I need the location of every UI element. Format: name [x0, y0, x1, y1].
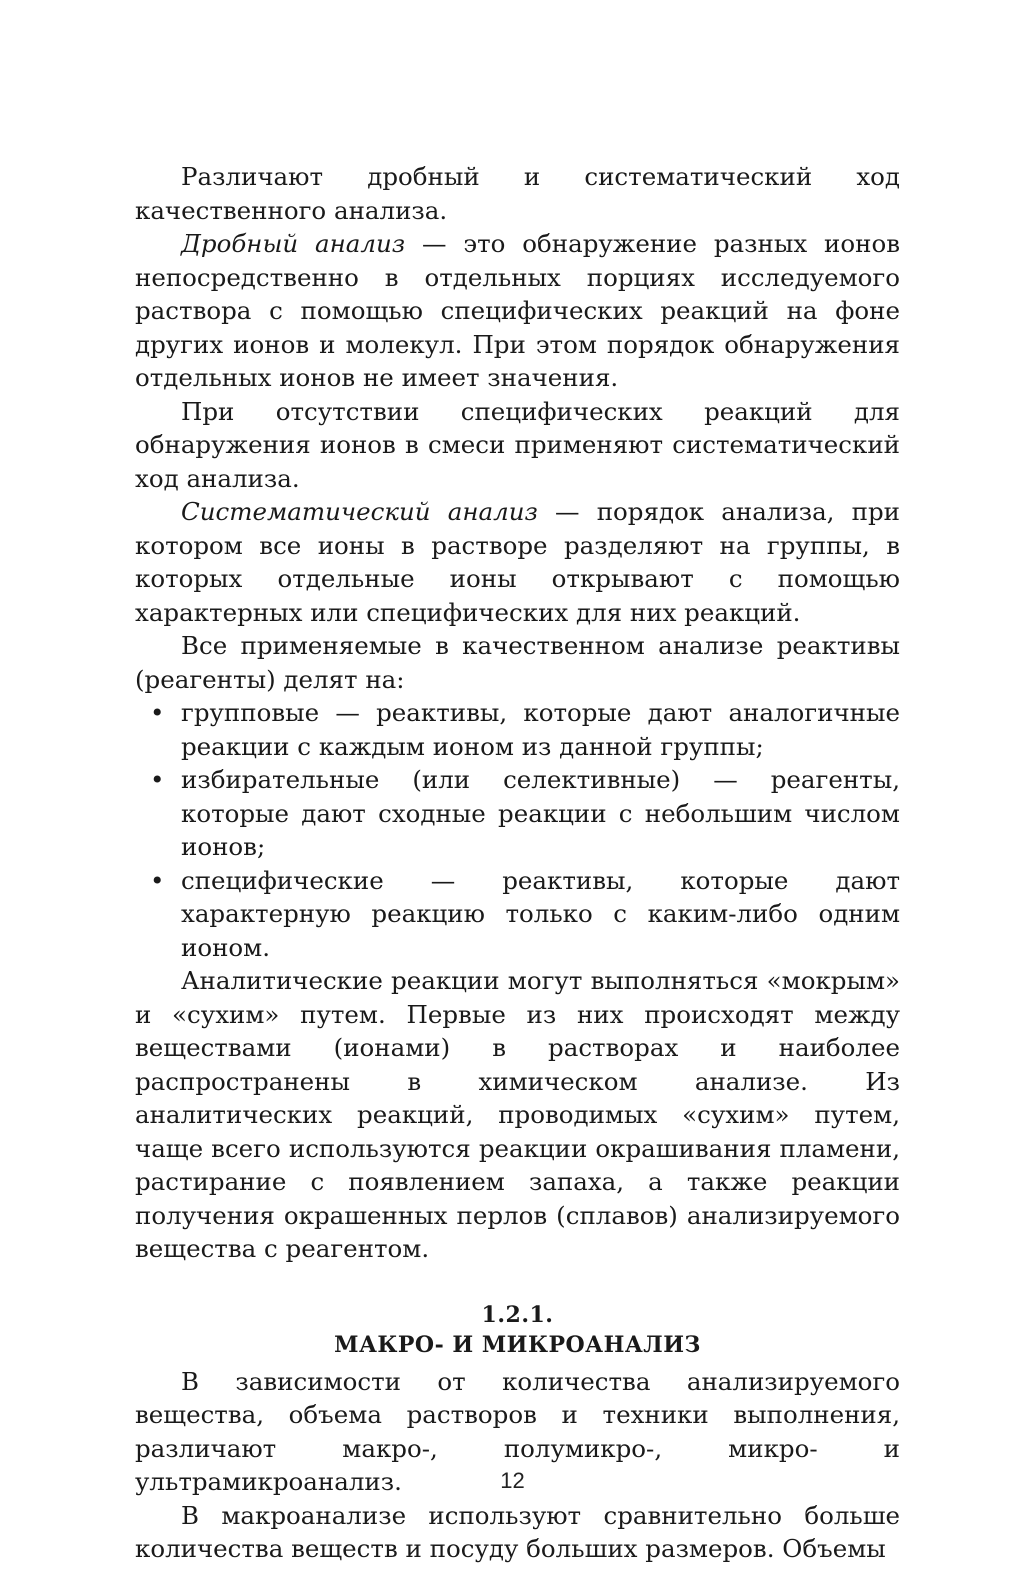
definition-fractional-analysis: — это обнаружение разных ионов непосредственно в отдельных порциях исследуемого раствора с помощью специфических реакций на фоне других ионов и молекул. При этом порядок обнаружения отдельных ионов не имеет значения. — [135, 229, 900, 392]
bullet-icon: • — [150, 865, 165, 895]
paragraph-intro: Различают дробный и систематический ход качественного анализа. — [135, 162, 900, 225]
paragraph-reagents-intro: Все применяемые в качественном анализе реактивы (реагенты) делят на: — [135, 631, 900, 694]
list-item — [135, 763, 900, 864]
term-fractional-analysis: Дробный анализ — [181, 229, 406, 258]
list-item-text: избирательные (или селективные) — реагенты, которые дают сходные реакции с небольшим числом ионов; — [181, 765, 900, 861]
reagent-types-list — [135, 696, 900, 964]
paragraph-macroanalysis: В макроанализе используют сравнительно больше количества веществ и посуду больших размеров. Объемы — [135, 1500, 900, 1563]
paragraph-wet-dry-reactions: Аналитические реакции могут выполняться «мокрым» и «сухим» путем. Первые из них происходят между веществами (ионами) в растворах и наиболее распространены в химическом анализе. Из аналитических реакций, проводимых «сухим» путем, чаще всего используются реакции окрашивания пламени, растирание с появлением запаха, а также реакции получения окрашенных перлов (сплавов) анализируемого вещества с реагентом. — [135, 966, 900, 1263]
paragraph-systematic-analysis — [135, 495, 900, 629]
section-heading — [135, 1300, 900, 1360]
list-item-text: групповые — реактивы, которые дают аналогичные реакции с каждым ионом из данной группы; — [181, 698, 900, 761]
paragraph-absence-specific: При отсутствии специфических реакций для обнаружения ионов в смеси применяют систематический ход анализа. — [135, 396, 900, 493]
list-item — [135, 864, 900, 965]
body-text — [135, 160, 900, 1566]
paragraph-analysis-kinds: В зависимости от количества анализируемого вещества, объема растворов и техники выполнения, различают макро-, полумикро-, микро- и ультрамикроанализ. — [135, 1366, 900, 1496]
bullet-icon: • — [150, 765, 165, 794]
section-title: МАКРО- И МИКРОАНАЛИЗ — [334, 1331, 701, 1358]
list-item-text: специфические — реактивы, которые дают характерную реакцию только с каким-либо одним ионом. — [181, 865, 900, 962]
bullet-icon: • — [150, 698, 165, 727]
list-item — [135, 696, 900, 763]
page-number: 12 — [500, 1468, 525, 1493]
term-systematic-analysis: Систематический анализ — [181, 497, 538, 526]
paragraph-fractional-analysis — [135, 227, 900, 395]
definition-systematic-analysis: — порядок анализа, при котором все ионы в растворе разделяют на группы, в которых отдельные ионы открывают с помощью характерных или специфических для них реакций. — [135, 497, 900, 627]
section-number: 1.2.1. — [481, 1301, 554, 1328]
